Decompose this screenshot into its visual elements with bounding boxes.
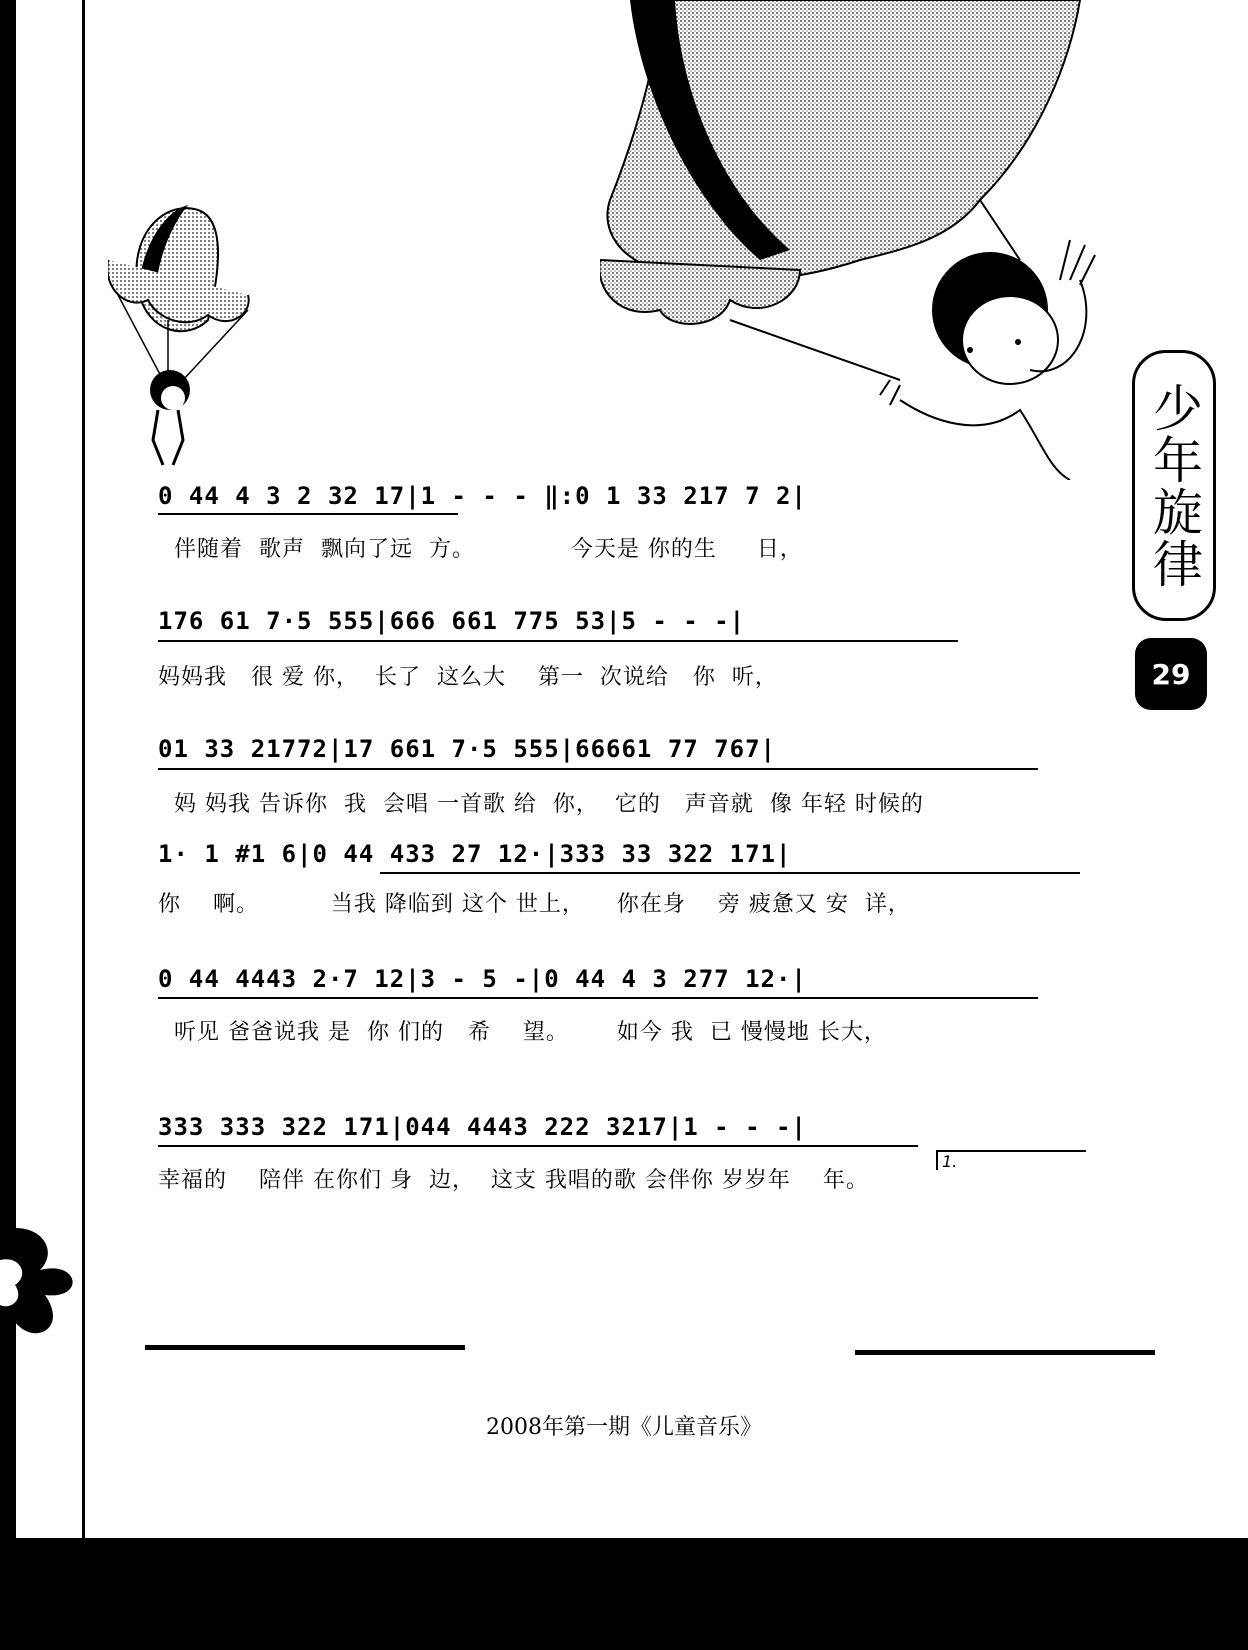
section-title: 少年旋律 [1145,381,1203,590]
notation-row-5: 0 44 4443 2·7 12|3 - 5 -|0 44 4 3 277 12·| [158,965,807,993]
volta-bracket: 1. [936,1150,1086,1170]
lyric-row-3: 妈 妈我 告诉你 我 会唱 一首歌 给 你， 它的 声音就 像 年轻 时候的 [158,792,924,817]
beam-underline [158,513,458,515]
notation-row-6: 333 333 322 171|044 4443 222 3217|1 - - -| [158,1113,807,1141]
beam-underline [158,1145,918,1147]
beam-underline [158,768,1038,770]
notation-row-4: 1· 1 #1 6|0 44 433 27 12·|333 33 322 171| [158,840,792,868]
parachute-child-illustration [600,0,1160,480]
bottom-black-band [0,1538,1248,1650]
notation-row-1: 0 44 4 3 2 32 17|1 - - - ‖:0 1 33 217 7 2| [158,482,807,510]
footer-publication: 2008年第一期《儿童音乐》 [486,1415,762,1440]
footer-rule-right [855,1350,1155,1355]
small-parachute-illustration [108,200,258,480]
flower-icon [0,1220,90,1350]
beam-underline [380,872,1080,874]
footer-rule-left [145,1345,465,1350]
lyric-row-5: 听见 爸爸说我 是 你 们的 希 望。 如今 我 已 慢慢地 长大， [158,1020,887,1045]
notation-row-3: 01 33 21772|17 661 7·5 555|66661 77 767| [158,735,776,763]
section-title-tab [1132,350,1216,621]
page-number-badge: 29 [1135,638,1207,710]
notation-row-2: 176 61 7·5 555|666 661 775 53|5 - - -| [158,607,746,635]
lyric-row-2: 妈妈我 很 爱 你， 长了 这么大 第一 次说给 你 听， [158,665,778,690]
lyric-row-4: 你 啊。 当我 降临到 这个 世上， 你在身 旁 疲惫又 安 详， [158,892,911,917]
beam-underline [158,997,1038,999]
beam-underline [158,640,958,642]
lyric-row-6: 幸福的 陪伴 在你们 身 边， 这支 我唱的歌 会伴你 岁岁年 年。 [158,1168,869,1193]
lyric-row-1: 伴随着 歌声 飘向了远 方。 今天是 你的生 日， [158,537,803,562]
